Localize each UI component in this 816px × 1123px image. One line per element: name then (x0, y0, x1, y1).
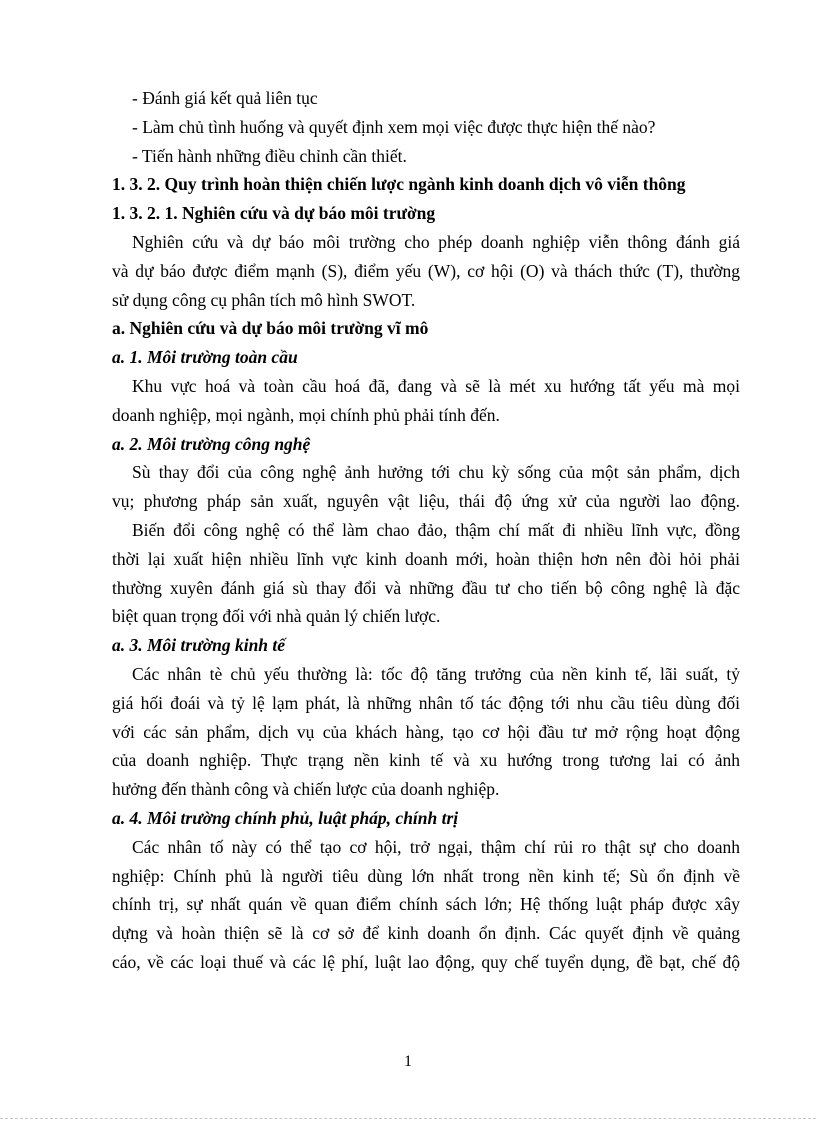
paragraph-line: giá hối đoái và tỷ lệ lạm phát, là những nhân tố tác động tới nhu cầu tiêu dùng đối (112, 692, 740, 713)
paragraph-line: Nghiên cứu và dự báo môi trường cho phép doanh nghiệp viễn thông đánh giá (132, 231, 740, 252)
paragraph-line: Các nhân tố này có thể tạo cơ hội, trở ngại, thậm chí rủi ro thật sự cho doanh (132, 836, 740, 857)
subsection-heading: a. 4. Môi trường chính phủ, luật pháp, chính trị (112, 807, 459, 828)
paragraph-line: doanh nghiệp, mọi ngành, mọi chính phủ phải tính đến. (112, 404, 500, 425)
paragraph-line: cáo, về các loại thuế và các lệ phí, luật lao động, quy chế tuyển dụng, đề bạt, chế độ (112, 951, 740, 972)
paragraph-line: nghiệp: Chính phủ là người tiêu dùng lớn nhất trong nền kinh tế; Sù ổn định về (112, 865, 740, 886)
paragraph-line: Các nhân tè chủ yếu thường là: tốc độ tăng trưởng của nền kinh tế, lãi suất, tỷ (132, 663, 740, 684)
paragraph-line: của doanh nghiệp. Thực trạng nền kinh tế và xu hướng trong tương lai có ảnh (112, 750, 740, 771)
paragraph-line: chính trị, sự nhất quán về quan điểm chính sách lớn; Hệ thống luật pháp được xây (112, 894, 740, 915)
paragraph-line: sử dụng công cụ phân tích mô hình SWOT. (112, 289, 416, 310)
bullet-line: - Đánh giá kết quả liên tục (132, 88, 318, 108)
paragraph-line: Biến đổi công nghệ có thể làm chao đảo, thậm chí mất đi nhiều lĩnh vực, đồng (132, 519, 740, 540)
paragraph-line: với các sản phẩm, dịch vụ của khách hàng, tạo cơ hội đầu tư mở rộng hoạt động (112, 721, 740, 742)
paragraph-line: vụ; phương pháp sản xuất, nguyên vật liệu, thái độ ứng xử của người lao động. (112, 491, 740, 512)
bullet-line: - Tiến hành những điều chỉnh cần thiết. (132, 145, 407, 166)
paragraph-line: dựng và hoàn thiện sẽ là cơ sở để kinh doanh ổn định. Các quyết định về quảng (112, 923, 740, 944)
paragraph-line: Khu vực hoá và toàn cầu hoá đã, đang và sẽ là mét xu hướng tất yếu mà mọi (132, 375, 740, 396)
paragraph-line: biệt quan trọng đối với nhà quản lý chiến lược. (112, 606, 441, 627)
subsection-heading: a. 1. Môi trường toàn cầu (112, 347, 298, 368)
subsection-heading: a. 2. Môi trường công nghệ (112, 433, 311, 454)
paragraph-line: và dự báo được điểm mạnh (S), điểm yếu (W), cơ hội (O) và thách thức (T), thường (112, 260, 740, 281)
paragraph-line: thường xuyên đánh giá sù thay đổi và những đầu tư cho tiến bộ công nghệ là đặc (112, 577, 740, 598)
section-heading: 1. 3. 2. 1. Nghiên cứu và dự báo môi trường (112, 203, 436, 224)
paragraph-line: thời lại xuất hiện nhiều lĩnh vực kinh doanh mới, hoàn thiện hơn nên đòi hỏi phải (112, 548, 740, 569)
bullet-line: - Làm chủ tình huống và quyết định xem mọi việc được thực hiện thế nào? (132, 116, 656, 137)
subsection-heading: a. 3. Môi trường kinh tế (112, 635, 286, 656)
paragraph-line: hưởng đến thành công và chiến lược của doanh nghiệp. (112, 779, 500, 800)
document-page (112, 84, 740, 977)
page-bottom-divider (0, 1118, 816, 1119)
section-heading: a. Nghiên cứu và dự báo môi trường vĩ mô (112, 318, 429, 339)
section-heading: 1. 3. 2. Quy trình hoàn thiện chiến lược ngành kinh doanh dịch vô viễn thông (112, 174, 686, 195)
page-number: 1 (404, 1053, 412, 1070)
paragraph-line: Sù thay đổi của công nghệ ảnh hưởng tới chu kỳ sống của một sản phẩm, dịch (132, 462, 740, 483)
